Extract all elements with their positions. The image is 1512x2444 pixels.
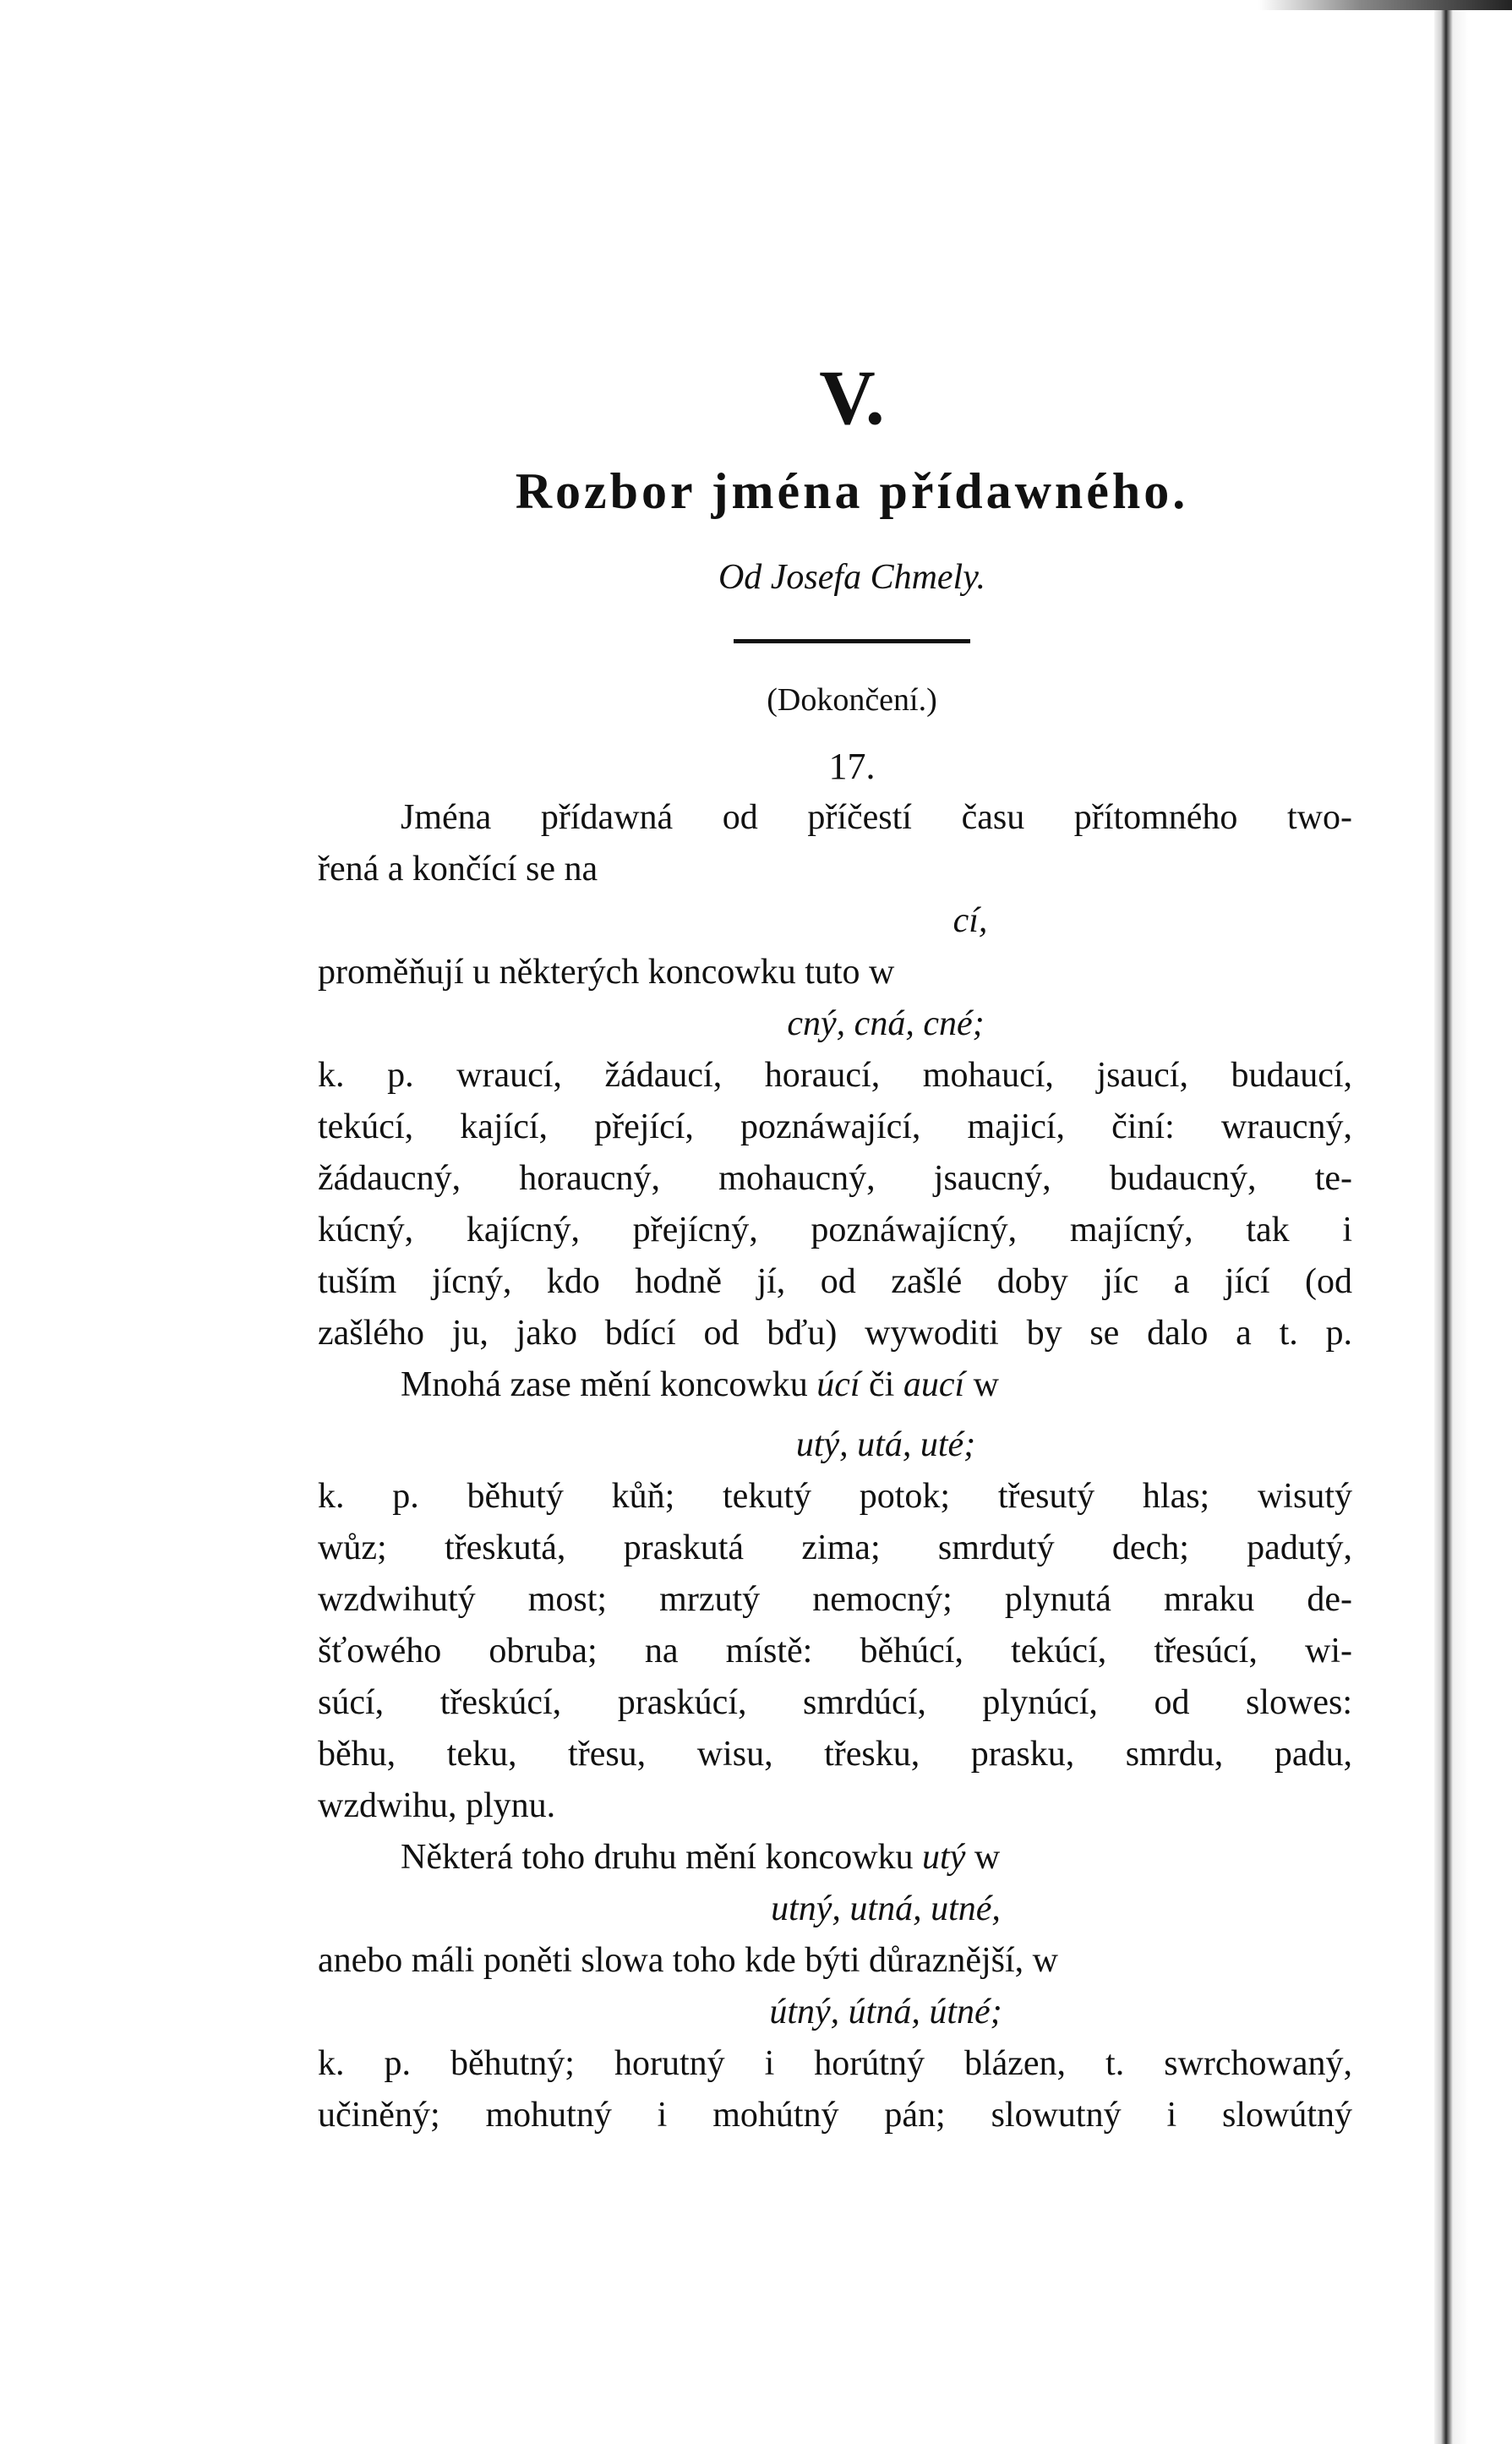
examples-paragraph	[318, 1471, 1352, 1832]
intro-line: řená a končící se na	[318, 850, 598, 888]
continuation-note: (Dokončení.)	[767, 682, 937, 718]
article-title: Rozbor jména přídawného.	[515, 463, 1189, 519]
ending-uci: úcí	[816, 1365, 860, 1404]
ending-forms: utý, utá, uté;	[795, 1425, 976, 1464]
transform-line: proměňují u některých koncowku tuto w	[318, 953, 895, 992]
ending-form: cí,	[953, 901, 988, 940]
example-line: k. p. běhutný; horutný i horútný blázen, t. swrchowaný,	[318, 2044, 1352, 2083]
example-line: zašlého ju, jako bdící od bďu) wywoditi by se dalo a t. p.	[318, 1314, 1352, 1353]
example-line: k. p. běhutý kůň; tekutý potok; třesutý hlas; wisutý	[318, 1477, 1352, 1516]
title-rule	[734, 639, 970, 643]
intensive-line: anebo máli poněti slowa toho kde býti důraznější, w	[318, 1941, 1058, 1980]
example-line: žádaucný, horaucný, mohaucný, jsaucný, budaucný, te-	[318, 1159, 1352, 1198]
intro-line: Jména přídawná od příčestí času přítomného two-	[401, 798, 1352, 837]
example-line: tuším jícný, kdo hodně jí, od zašlé doby jíc a jící (od	[318, 1262, 1352, 1301]
ending-forms: cný, cná, cné;	[787, 1004, 985, 1043]
example-line: wzdwihutý most; mrzutý nemocný; plynutá mraku de-	[318, 1580, 1352, 1619]
example-line: kúcný, kajícný, přejícný, poznáwajícný, majícný, tak i	[318, 1211, 1352, 1249]
chapter-numeral: V.	[819, 354, 885, 440]
examples-paragraph	[318, 2038, 1352, 2141]
ending-forms: utný, utná, utné,	[771, 1889, 1001, 1928]
change-paragraph: Mnohá zase mění koncowku úcí či aucí w	[401, 1365, 999, 1404]
example-line: běhu, teku, třesu, wisu, třesku, prasku, smrdu, padu,	[318, 1735, 1352, 1774]
example-line: wzdwihu, plynu.	[318, 1786, 556, 1825]
example-line: učiněný; mohutný i mohútný pán; slowutný i slowútný	[318, 2096, 1352, 2135]
scan-edge-top	[1258, 0, 1512, 10]
example-line: k. p. wraucí, žádaucí, horaucí, mohaucí, jsaucí, budaucí,	[318, 1056, 1352, 1095]
example-line: súcí, třeskúcí, praskúcí, smrdúcí, plynúcí, od slowes:	[318, 1683, 1352, 1722]
examples-paragraph	[318, 1050, 1352, 1359]
page-body	[318, 355, 1352, 2141]
some-paragraph: Některá toho druhu mění koncowku utý w	[401, 1838, 1001, 1877]
intro-paragraph	[318, 792, 1352, 895]
ending-auci: aucí	[903, 1365, 965, 1404]
ending-forms: útný, útná, útné;	[769, 1993, 1002, 2031]
example-line: šťowého obruba; na místě: běhúcí, tekúcí, třesúcí, wi-	[318, 1632, 1352, 1670]
section-number: 17.	[828, 746, 876, 787]
scan-edge-right	[1434, 0, 1512, 2444]
ending-uty: utý	[922, 1838, 966, 1877]
article-author: Od Josefa Chmely.	[718, 558, 986, 597]
example-line: tekúcí, kající, přející, poznáwající, majicí, činí: wraucný,	[318, 1107, 1352, 1146]
example-line: wůz; třeskutá, praskutá zima; smrdutý dech; padutý,	[318, 1528, 1352, 1567]
